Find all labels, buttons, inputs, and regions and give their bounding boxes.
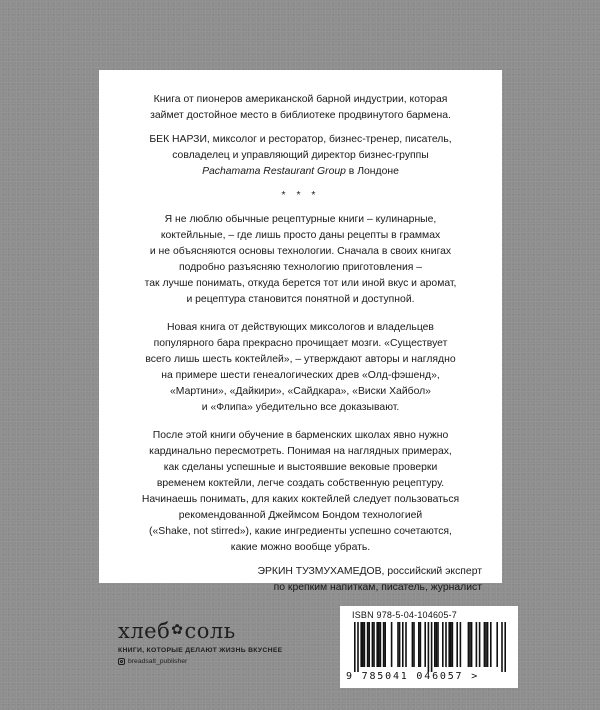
barcode-bar bbox=[372, 622, 374, 667]
publisher-tagline: КНИГИ, КОТОРЫЕ ДЕЛАЮТ ЖИЗНЬ ВКУСНЕЕ bbox=[118, 647, 283, 654]
barcode-bar bbox=[476, 622, 478, 667]
barcode-bar bbox=[436, 622, 438, 667]
flower-icon: ✿ bbox=[171, 622, 184, 638]
barcode-bar bbox=[397, 622, 399, 667]
barcode-bar bbox=[373, 622, 375, 667]
barcode-bar bbox=[405, 622, 407, 667]
company-name: Pachamama Restaurant Group bbox=[202, 166, 346, 177]
barcode-bar bbox=[484, 622, 486, 667]
barcode-bar bbox=[362, 622, 364, 667]
separator: * * * bbox=[281, 190, 320, 201]
barcode-bar bbox=[456, 622, 458, 667]
barcode-bar bbox=[490, 622, 492, 667]
barcode-bar bbox=[367, 622, 369, 667]
barcode-bar bbox=[487, 622, 489, 667]
barcode-bar bbox=[460, 622, 462, 667]
ean-digits: 9 785041 046057 > bbox=[346, 671, 480, 682]
barcode-bar bbox=[434, 622, 436, 667]
barcode-bar bbox=[445, 622, 447, 667]
barcode-bar bbox=[437, 622, 439, 667]
barcode-bar bbox=[383, 622, 385, 667]
barcode-box bbox=[340, 606, 518, 688]
barcode-bar bbox=[450, 622, 452, 667]
barcode-bar bbox=[504, 622, 506, 672]
barcode-bar bbox=[360, 622, 362, 667]
barcode-bar bbox=[468, 622, 470, 667]
review-paragraph-1: Я не люблю обычные рецептурные книги – кулинарные, коктейльные, – где лишь просто даны рецепты в граммах и не объясняются основы технологии. Сначала в своих книгах подробно разъясняю технологию приготовления – так лучше понимать, откуда берется тот или иной вкус и аромат, и рецептура становится понятной и доступной. bbox=[144, 214, 457, 305]
barcode-bar bbox=[412, 622, 414, 667]
review-paragraph-3: После этой книги обучение в барменских школах явно нужно кардинально пересмотреть. Понимая на наглядных примерах, как сделаны успешные и выстоявшие вековые проверки временем коктейли, легче создать собственную рецептуру. Начинаешь понимать, для каких коктейлей следует пользоваться рекомендованной Джеймсом Бондом технологией («Shake, not stirred»), какие ингредиенты успешно сочетаются, какие можно вообще убрать. bbox=[141, 430, 460, 553]
barcode-bar bbox=[485, 622, 487, 667]
barcode-bar bbox=[376, 622, 378, 667]
barcode-bar bbox=[399, 622, 401, 667]
attribution-2: ЭРКИН ТУЗМУХАМЕДОВ, российский эксперт по крепким напиткам, писатель, журналист bbox=[257, 566, 482, 593]
barcode-bar bbox=[354, 622, 356, 672]
barcode-bar bbox=[479, 622, 481, 667]
publisher-logo: хлеб ✿ соль bbox=[118, 619, 236, 643]
barcode-bar bbox=[469, 622, 471, 667]
barcode-bar bbox=[496, 622, 498, 667]
barcode-bar bbox=[413, 622, 415, 667]
isbn-label: ISBN 978-5-04-104605-7 bbox=[352, 610, 457, 620]
quote-1: Книга от пионеров американской барной индустрии, которая займет достойное место в библиотеке продвинутого бармена. bbox=[150, 94, 451, 121]
barcode-bar bbox=[431, 622, 433, 672]
barcode-bar bbox=[420, 622, 422, 667]
barcode-bar bbox=[391, 622, 393, 667]
barcode-bar bbox=[368, 622, 370, 667]
barcode-bar bbox=[402, 622, 404, 667]
back-cover-text-panel bbox=[99, 70, 502, 593]
barcode-bar bbox=[418, 622, 420, 667]
barcode-bar bbox=[357, 622, 359, 672]
instagram-icon bbox=[118, 658, 125, 665]
publisher-instagram: breadsalt_publisher bbox=[118, 658, 303, 665]
barcode-bar bbox=[471, 622, 473, 667]
barcode-bars bbox=[346, 622, 512, 672]
review-paragraph-2: Новая книга от действующих миксологов и владельцев популярного бара прекрасно прочищает мозги. «Существует всего лишь шесть коктейлей», – утверждают авторы и наглядно на примере шести генеалогических древ «Олд-фэшенд», «Мартини», «Дайкири», «Сайдкара», «Виски Хайбол» и «Флипа» убедительно все доказывают. bbox=[145, 322, 456, 413]
barcode-bar bbox=[380, 622, 382, 667]
barcode-bar bbox=[501, 622, 503, 672]
barcode-bar bbox=[384, 622, 386, 667]
publisher-block bbox=[118, 620, 303, 665]
barcode-bar bbox=[448, 622, 450, 667]
barcode-bar bbox=[364, 622, 366, 667]
barcode-bar bbox=[378, 622, 380, 667]
barcode-bar bbox=[428, 622, 430, 672]
attribution-1: БЕК НАРЗИ, миксолог и ресторатор, бизнес-тренер, писатель, совладелец и управляющий директор бизнес-группы Pachamama Restaurant Group в Лондоне bbox=[149, 134, 452, 177]
barcode-bar bbox=[452, 622, 454, 667]
barcode-bar bbox=[424, 622, 426, 667]
barcode-bar bbox=[442, 622, 444, 667]
